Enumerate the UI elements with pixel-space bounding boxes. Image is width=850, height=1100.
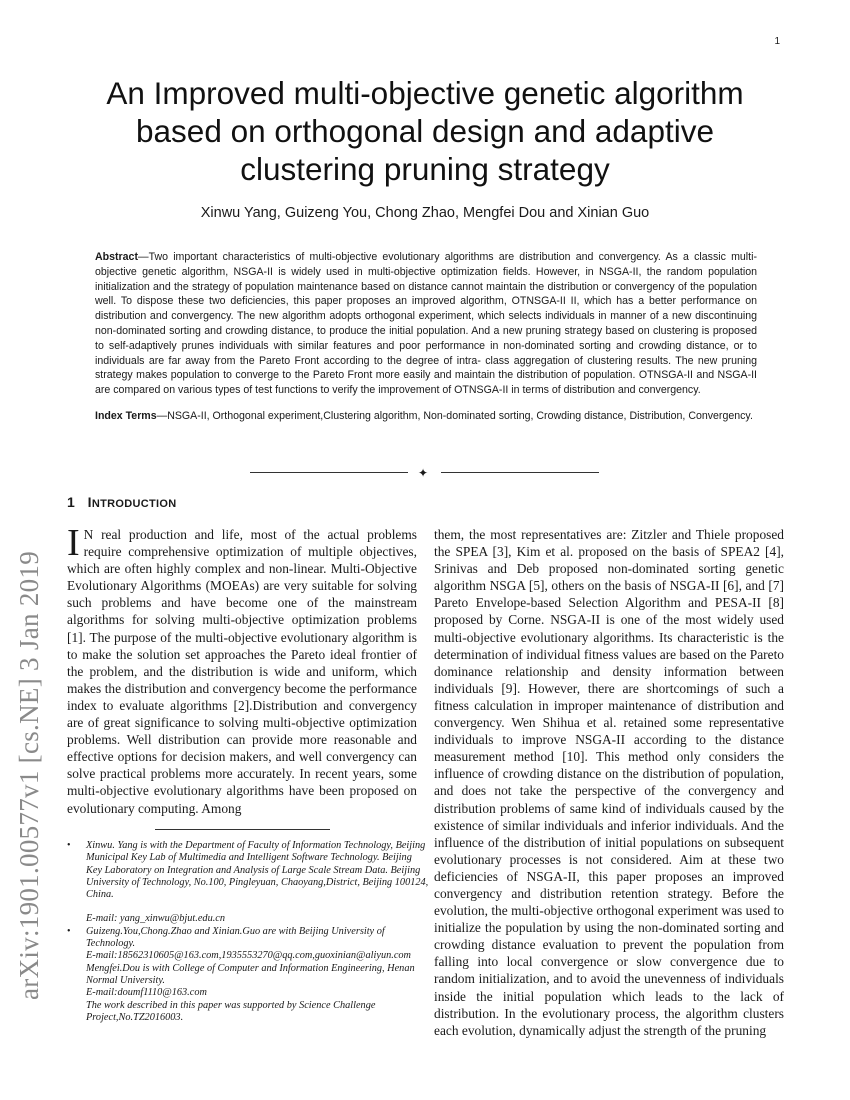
footnote-rule	[155, 829, 330, 830]
section-heading-introduction	[67, 494, 176, 510]
separator-line-left	[250, 472, 408, 473]
footnote-email: E-mail: yang_xinwu@bjut.edu.cn	[86, 913, 226, 925]
footnote-text: Xinwu. Yang is with the Department of Faculty of Information Technology, Beijing Municipal Key Lab of Multimedia and Intelligent Software Technology. Beijing Key Laboratory on Integration and Analysis of Large Scale Stream Data. Beijing University of Technology, No.100, Pingleyuan, Chaoyang,District, Beijing 100124, China.	[86, 840, 429, 901]
page-number: 1	[774, 36, 780, 47]
author-list: Xinwu Yang, Guizeng You, Chong Zhao, Mengfei Dou and Xinian Guo	[200, 205, 650, 221]
footnote-email: E-mail:doumf1110@163.com	[86, 987, 207, 999]
abstract-text: —Two important characteristics of multi-objective evolutionary algorithms are distribution and convergency. As a classic multi-objective genetic algorithm, NSGA-II is widely used in multi-objective optimization fields. However, in NSGA-II, the random population initialization and the strategy of population maintenance based on distance cannot maintain the distribution or convergency of the population well. To dispose these two deficiencies, this paper proposes an improved algorithm, OTNSGA-II II, which has a better performance on distribution and convergency. The new algorithm adopts orthogonal experiment, which selects individuals in manner of a new discontinuing non-dominated sorting and crowding distance, to produce the initial population. And a new pruning strategy based on clustering is proposed to self-adaptively prunes individuals with similar features and poor performance in non-dominated sorting and crowding distance, or to individuals are far away from the Pareto Front according to the degree of intra- class aggregation of clustering results. The new pruning strategy makes population to converge to the Pareto Front more easily and maintain the distribution of population. OTNSGA-II and NSGA-II are compared on various types of test functions to verify the improvement of OTNSGA-II in terms of distribution and convergency.	[95, 251, 757, 397]
left-column-text: real production and life, most of the actual problems require comprehensive optimization of multiple objectives, which are often highly complex and non-linear. Multi-Objective Evolutionary Algorithms (MOEAs) are very suitable for solving such problems and have become one of the mainstream algorithms for solving multi-objective optimization problems [1]. The purpose of the multi-objective evolutionary algorithm is to make the solution set approaches the Pareto ideal frontier of the problem, and the distribution is wide and uniform, which makes the distribution and convergency become the performance index to evaluate algorithms [2].Distribution and convergency are of great significance to solving multi-objective optimization problems. Well distribution can provide more reasonable and effective options for decision makers, and well convergency can solve practical problems more accurately. In recent years, some multi-objective evolutionary algorithms have been proposed on evolutionary computing. Among	[67, 527, 417, 816]
body-column-left	[67, 522, 417, 817]
lead-word: N	[83, 527, 94, 542]
abstract-label: Abstract	[95, 251, 138, 263]
footnote-bullet-icon: •	[67, 840, 71, 851]
body-column-right	[434, 526, 784, 1039]
index-terms-label: Index Terms	[95, 409, 157, 422]
section-separator	[0, 466, 850, 480]
index-terms-text: —NSGA-II, Orthogonal experiment,Clustering algorithm, Non-dominated sorting, Crowding distance, Distribution, Convergency.	[156, 409, 753, 422]
index-terms	[95, 409, 757, 424]
footnotes	[67, 840, 429, 1024]
section-title-rest: NTRODUCTION	[91, 498, 177, 510]
abstract	[95, 250, 757, 424]
footnote-email: E-mail:18562310605@163.com,1935553270@qq.com,guoxinian@aliyun.com	[86, 950, 411, 962]
footnote-affiliation-2	[67, 926, 429, 1024]
footnote-text: Guizeng.You,Chong.Zhao and Xinian.Guo are with Beijing University of Technology.	[86, 925, 385, 950]
right-column-text: them, the most representatives are: Zitzler and Thiele proposed the SPEA [3], Kim et al. proposed on the basis of SPEA2 [4], Srinivas and Deb proposed non-dominated sorting genetic algorithm NSGA [5], others on the basis of NSGA-II [6], and [7] Pareto Envelope-based Selection Algorithm and PESA-II [8] proposed by Corne. NSGA-II is one of the most widely used multi-objective evolutionary algorithms. Its characteristic is the determination of individual fitness values are based on the Pareto dominance relationship and density information between individuals [9]. However, there are shortcomings of such a fitness calculation in improper maintenance of distribution and convergency. Wen Shihua et al. retained some representative individuals to improve NSGA-II according to the distance measurement method [10]. This method only considers the influence of crowding distance on the distribution of population, and does not take the perspective of the convergency and distribution problems of same kind of individuals caused by the existence of similar individuals and inferior individuals. And the influence of the distribution of initial populations on subsequent evolutionary processes is not considered. Aim at these two deficiencies of NSGA-II, this paper proposes an improved convergency and distribution retention strategy. Before the evolution, the multi-objective orthogonal experiment was used to initialize the population by using the non-dominated sorting and crowding distance evaluation to prevent the population from falling into local convergence or slow convergence due to random initialization, and to avoid the unevenness of individuals inside the initial population which leads to the lack of distribution. In the evolutionary process, the algorithm clusters each evolution, dynamically adjust the strength of the pruning	[434, 527, 784, 1038]
section-title-initial: I	[87, 494, 92, 510]
section-number: 1	[67, 494, 76, 510]
paper-title: An Improved multi-objective genetic algorithm based on orthogonal design and adaptive clustering pruning strategy	[106, 75, 744, 187]
drop-cap: I	[67, 522, 80, 564]
arxiv-stamp: arXiv:1901.00577v1 [cs.NE] 3 Jan 2019	[14, 550, 44, 1000]
footnote-bullet-icon: •	[67, 925, 71, 937]
footnote-text: Mengfei.Dou is with College of Computer and Information Engineering, Henan Normal University.	[86, 962, 415, 986]
title-block	[80, 74, 770, 221]
separator-line-right	[441, 472, 599, 473]
footnote-affiliation-1	[67, 840, 429, 926]
separator-diamond-icon: ✦	[418, 466, 429, 480]
footnote-funding: The work described in this paper was supported by Science Challenge Project,No.TZ2016003.	[86, 999, 376, 1023]
abstract-paragraph	[95, 250, 757, 398]
